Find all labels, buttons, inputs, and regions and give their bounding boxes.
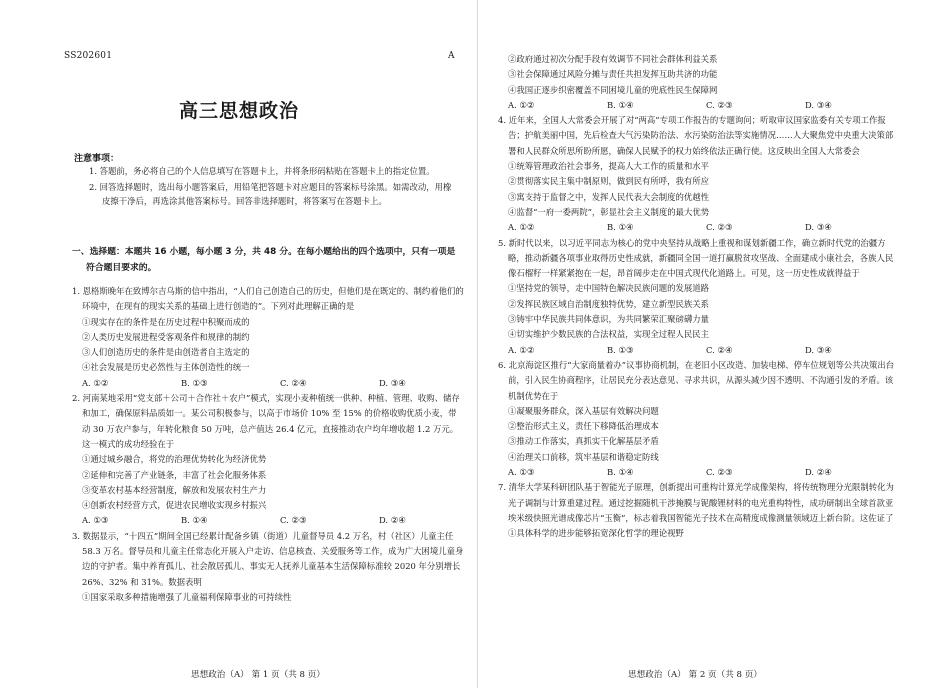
answer-choice: B. ①④ bbox=[181, 515, 208, 526]
paper-version: A bbox=[448, 51, 455, 61]
question-option: ③寓支持于监督之中，发挥人民代表大会制度的优越性 bbox=[508, 191, 709, 202]
question-stem: 1. 恩格斯晚年在致博尔吉乌斯的信中指出，“人们自己创造自己的历史，但他们是在既定的、制约着他们的环境中，在现有的现实关系的基础上进行创造的”。下列对此理解正确的是 bbox=[72, 286, 464, 312]
question bbox=[498, 52, 898, 113]
question bbox=[72, 284, 464, 391]
question-option: ③人们创造历史的条件是由创造者自主选定的 bbox=[82, 347, 250, 358]
question-stem: 7. 清华大学某科研团队基于智能光子原理，创新提出可重构计算光学成像架构，将传统物理分光限制转化为光子调制与计算重建过程。通过挖掘随机干涉掩膜与铌酸锂材料的电光重构特性，成功研制出全球首款亚埃米级快照光谱成像芯片“玉衡”，标志着我国智能光子技术在高精度成像测量领域迈上新台阶。这佐证了 bbox=[498, 482, 894, 523]
question-option: ④切实维护少数民族的合法权益，实现全过程人民民主 bbox=[508, 329, 709, 340]
right-questions bbox=[498, 52, 898, 542]
answer-choice: D. ③④ bbox=[805, 99, 832, 110]
question-option: ④社会发展是历史必然性与主体创造性的统一 bbox=[82, 362, 250, 373]
question-option: ③铸牢中华民族共同体意识，为共同繁荣汇聚磅礴力量 bbox=[508, 314, 709, 325]
question-option: ④我国正逐步织密覆盖不同困境儿童的兜底性民生保障网 bbox=[508, 84, 718, 95]
question bbox=[498, 236, 898, 358]
answer-choice: C. ②③ bbox=[280, 515, 307, 526]
answer-choice: D. ②④ bbox=[379, 515, 406, 526]
question bbox=[72, 391, 464, 529]
question-stem: 3. 数据显示，“十四五”期间全国已经累计配备乡镇（街道）儿童督导员 4.2 万名，村（社区）儿童主任 58.3 万名。督导员和儿童主任常态化开展入户走访、信息核查、关爱服务等工作，成为广大困境儿童身边的守护者。集中养育孤儿、社会散居孤儿、事实无人抚养儿童基本生活保障标准较 2020 年分别增长 26%、32% 和 31%。数据表明 bbox=[72, 530, 464, 587]
notes-list bbox=[89, 164, 454, 210]
question-option: ③推动工作落实，真抓实干化解基层矛盾 bbox=[508, 436, 659, 447]
answer-choices bbox=[498, 465, 898, 480]
answer-choice: B. ①③ bbox=[181, 377, 208, 388]
answer-choices bbox=[498, 343, 898, 358]
question bbox=[498, 358, 898, 480]
answer-choice: A. ①② bbox=[508, 222, 535, 233]
section-heading bbox=[72, 244, 462, 276]
question bbox=[498, 480, 898, 541]
note-item: 2. 回答选择题时，选出每小题答案后，用铅笔把答题卡对应题目的答案标号涂黑。如需改动，用橡皮擦干净后，再选涂其他答案标号。回答非选择题时，将答案写在答题卡上。 bbox=[89, 181, 452, 207]
question-option: ①统筹管理政治社会事务，提高人大工作的质量和水平 bbox=[508, 161, 709, 172]
paper-code: SS202601 bbox=[64, 51, 113, 61]
page-footer: 思想政治（A） 第 1 页（共 8 页） bbox=[191, 670, 325, 680]
answer-choice: A. ①② bbox=[508, 344, 535, 355]
question bbox=[498, 113, 898, 235]
answer-choice: C. ②④ bbox=[280, 377, 307, 388]
page-title: 高三思想政治 bbox=[178, 100, 299, 122]
answer-choice: A. ①② bbox=[82, 377, 109, 388]
question-option: ③社会保障通过风险分摊与责任共担发挥互助共济的功能 bbox=[508, 69, 718, 80]
page-footer: 思想政治（A） 第 2 页（共 8 页） bbox=[628, 670, 762, 680]
answer-choice: C. ②③ bbox=[706, 467, 733, 478]
question-option: ②政府通过初次分配手段有效调节不同社会群体利益关系 bbox=[508, 54, 718, 64]
section-line: 符合题目要求的。 bbox=[86, 263, 157, 273]
question-option: ②贯彻落实民主集中制原则，做到民有所呼，我有所应 bbox=[508, 176, 709, 187]
question-stem: 2. 河南某地采用“党支部＋公司＋合作社＋农户”模式，实现小麦种植统一供种、种植、管理、收购、储存和加工，确保原料品质如一。某公司积极参与，以高于市场价 10% 至 15% 的价格收购优质小麦，带动 30 万农户参与，年转化粮食 50 万吨，总产值达 26.4 亿元，直接推动农户均年增收超 1.2 万元。这一模式的成功经验在于 bbox=[72, 393, 460, 449]
answer-choice: B. ①④ bbox=[607, 222, 634, 233]
question-option: ②人类历史发展进程受客观条件和规律的制约 bbox=[82, 331, 250, 342]
answer-choice: D. ③④ bbox=[805, 344, 832, 355]
question-stem: 4. 近年来，全国人大常委会开展了对“两高”专项工作报告的专题询问；听取审议国家监委有关专项工作报告；护航美丽中国，先后检查大气污染防治法、水污染防治法等实施情况……人大聚焦党中央重大决策部署和人民群众所思所盼所愿，确保人民赋予的权力始终依法正确行使。这反映出全国人大常委会 bbox=[498, 115, 894, 156]
question-option: ①通过城乡融合，将党的治理优势转化为经济优势 bbox=[82, 454, 267, 465]
question-option: ①具体科学的进步能够拓宽深化哲学的理论视野 bbox=[508, 528, 684, 539]
answer-choice: B. ①④ bbox=[607, 467, 634, 478]
question-option: ④创新农村经营方式，促进农民增收实现乡村振兴 bbox=[82, 500, 267, 511]
answer-choice: C. ②③ bbox=[706, 222, 733, 233]
question-option: ①现实存在的条件是在历史过程中积聚而成的 bbox=[82, 316, 250, 327]
answer-choice: D. ②④ bbox=[805, 467, 832, 478]
section-line: 一、选择题：本题共 16 小题，每小题 3 分，共 48 分。在每小题给出的四个选项中，只有一项是 bbox=[72, 247, 456, 257]
question-option: ①国家采取多种措施增强了儿童福利保障事业的可持续性 bbox=[82, 591, 292, 602]
question-option: ②整治形式主义，责任下移降低治理成本 bbox=[508, 421, 659, 432]
question-option: ④监督“一府一委两院”，彰显社会主义制度的最大优势 bbox=[508, 206, 710, 217]
answer-choice: B. ①③ bbox=[607, 344, 634, 355]
question-option: ③变革农村基本经营制度，解放和发展农村生产力 bbox=[82, 484, 267, 495]
question bbox=[72, 529, 464, 605]
question-option: ①坚持党的领导，走中国特色解决民族问题的发展道路 bbox=[508, 283, 709, 294]
question-option: ②发挥民族区域自治制度独特优势，建立新型民族关系 bbox=[508, 298, 709, 309]
answer-choice: A. ①② bbox=[508, 99, 535, 110]
answer-choices bbox=[498, 220, 898, 235]
answer-choices bbox=[72, 376, 464, 391]
notes-heading: 注意事项： bbox=[74, 154, 120, 164]
answer-choice: A. ①③ bbox=[82, 515, 109, 526]
right-page bbox=[478, 0, 950, 688]
answer-choice: B. ①④ bbox=[607, 99, 634, 110]
answer-choice: A. ①③ bbox=[508, 467, 535, 478]
note-item: 1. 答题前，务必将自己的个人信息填写在答题卡上，并将条形码粘贴在答题卡上的指定位置。 bbox=[89, 166, 435, 176]
question-option: ②延伸和完善了产业链条，丰富了社会化服务体系 bbox=[82, 469, 267, 480]
answer-choice: C. ②③ bbox=[706, 99, 733, 110]
left-questions bbox=[72, 284, 464, 605]
question-option: ①凝聚服务群众，深入基层有效解决问题 bbox=[508, 405, 659, 416]
answer-choice: C. ②④ bbox=[706, 344, 733, 355]
answer-choices bbox=[72, 513, 464, 528]
answer-choices bbox=[498, 98, 898, 113]
answer-choice: D. ③④ bbox=[379, 377, 406, 388]
answer-choice: D. ③④ bbox=[805, 222, 832, 233]
question-stem: 6. 北京海淀区推行“大家商量着办”议事协商机制，在老旧小区改造、加装电梯、停车位规划等公共决策出台前，引入民生协商程序，让居民充分表达意见、寻求共识，从源头减少因不透明、不沟通引发的矛盾。该机制优势在于 bbox=[498, 359, 895, 401]
question-option: ④治理关口前移，筑牢基层和谐稳定防线 bbox=[508, 451, 659, 462]
question-stem: 5. 新时代以来，以习近平同志为核心的党中央坚持从战略上重视和谋划新疆工作，确立新时代党的治疆方略，推动新疆各项事业取得历史性成就，新疆同全国一道打赢脱贫攻坚战、全面建成小康社会，各族人民像石榴籽一样紧紧抱在一起，昂首阔步走在中国式现代化道路上。可见，这一历史性成就得益于 bbox=[498, 237, 894, 279]
